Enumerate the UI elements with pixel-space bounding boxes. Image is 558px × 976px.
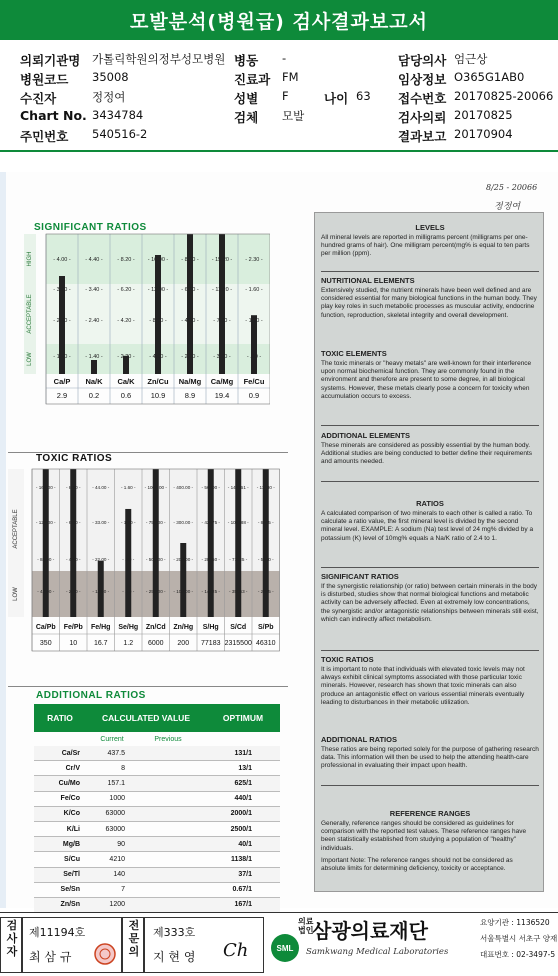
- tick-label: - .30 -: [246, 354, 262, 360]
- value-doctor: 엄근상: [454, 52, 488, 66]
- value-label: 10: [69, 640, 78, 647]
- ratio-optimum: 37/1: [238, 871, 252, 879]
- section-reference: [321, 809, 539, 873]
- ratio-name: Cu/Mo: [58, 779, 80, 787]
- category-label: S/Pb: [257, 624, 274, 631]
- info-row-1: [0, 51, 558, 68]
- tick-label: - 126.00 -: [35, 520, 56, 525]
- tick-label: - 5690 -: [257, 557, 274, 562]
- org-prefix-1: 의료: [298, 917, 314, 926]
- sml-logo-icon: [270, 933, 300, 963]
- specialist-name: 지 현 영: [153, 950, 196, 964]
- tick-label: - 6.60 -: [65, 520, 81, 525]
- tick-label: - .40 -: [122, 589, 135, 594]
- tick-label: - 1.60 -: [53, 354, 71, 360]
- panel-divider: [321, 650, 539, 651]
- value-label: 19.4: [214, 391, 230, 400]
- examiner-label-box: [0, 917, 22, 973]
- value-resident-no: 540516-2: [92, 127, 148, 141]
- zone-label: ACCEPTABLE: [27, 294, 33, 334]
- tick-label: - 106688 -: [227, 520, 249, 525]
- ratio-optimum: 440/1: [234, 795, 252, 803]
- value-hospital-code: 35008: [92, 70, 129, 84]
- category-label: S/Cd: [230, 624, 247, 631]
- category-label: Fe/Pb: [63, 624, 83, 631]
- ratio-optimum: 625/1: [234, 779, 252, 787]
- tick-label: - 22.00 -: [92, 557, 110, 562]
- org-name-en: Samkwang Medical Laboratories: [306, 947, 449, 957]
- section-nutritional: [321, 276, 539, 320]
- ratio-current: 437.5: [107, 749, 125, 757]
- scan-edge: [0, 172, 6, 908]
- value-department: FM: [282, 70, 299, 84]
- tick-label: - 4.00 -: [181, 318, 199, 324]
- significant-ratios-chart: [24, 232, 270, 432]
- category-label: Zn/Cd: [145, 624, 166, 631]
- category-label: Na/Mg: [178, 377, 202, 386]
- ratio-name: S/Cu: [64, 855, 80, 863]
- tick-label: - 15.20 -: [211, 257, 233, 263]
- info-row-3: [0, 89, 558, 106]
- info-row-2: [0, 70, 558, 87]
- panel-divider: [321, 785, 539, 786]
- tick-label: - 1000.00 -: [144, 485, 167, 490]
- ratio-row: [34, 868, 280, 883]
- value-sex: F: [282, 89, 289, 103]
- section-additional: [321, 431, 539, 467]
- tick-label: - 200.00 -: [173, 557, 194, 562]
- ratio-optimum: 2000/1: [230, 810, 252, 818]
- ratio-name: Ca/Sr: [61, 749, 80, 757]
- value-label: 200: [177, 640, 190, 647]
- tick-label: - 2.30 -: [245, 257, 263, 263]
- report-footer: [0, 912, 558, 976]
- ratio-name: Se/Sn: [60, 886, 80, 894]
- significant-ratios-title: SIGNIFICANT RATIOS: [34, 222, 147, 233]
- ratio-name: Mg/B: [62, 840, 80, 848]
- subheader-current: Current: [100, 735, 124, 743]
- patient-info: [0, 46, 558, 146]
- org-code: 요양기관 : 1136520: [480, 918, 550, 927]
- reference-text: Generally, reference ranges should be considered as guidelines for comparison with the reported test values. These reference ranges have been statistically established from studying a population of "healthy" individuals.: [321, 820, 527, 852]
- value-label: 6000: [147, 640, 164, 647]
- levels-heading: LEVELS: [415, 223, 445, 232]
- value-request-date: 20170825: [454, 108, 513, 122]
- additional-ratios-header: [34, 704, 280, 732]
- tick-label: - 500.00 -: [145, 557, 166, 562]
- tick-label: - 1.00 -: [245, 318, 263, 324]
- label-patient: 수진자: [20, 91, 57, 106]
- additional-ratios-heading: ADDITIONAL RATIOS: [321, 735, 397, 744]
- ratio-optimum: 167/1: [234, 901, 252, 909]
- tick-label: - 400.00 -: [173, 485, 194, 490]
- value-report-date: 20170904: [454, 127, 513, 141]
- bar-Zn/Hg: [180, 543, 186, 617]
- category-label: Ca/Mg: [210, 377, 234, 386]
- value-age: 63: [356, 89, 371, 103]
- tick-label: - 168.00 -: [35, 485, 56, 490]
- bar-Zn/Cd: [153, 469, 159, 617]
- section-additional-ratios: [321, 735, 539, 771]
- value-label: 2315500: [224, 640, 252, 647]
- bar-Na/Mg: [187, 234, 193, 374]
- tick-label: - 71125 -: [229, 557, 248, 562]
- category-label: S/Hg: [202, 624, 219, 631]
- additional-ratios-table: [34, 704, 280, 913]
- bar-Se/Hg: [125, 509, 131, 617]
- tick-label: - 300.00 -: [173, 520, 194, 525]
- handwritten-name: 정정여: [494, 202, 521, 212]
- value-label: 0.2: [88, 391, 100, 400]
- value-clinical-info: O365G1AB0: [454, 70, 525, 84]
- value-label: 10.9: [150, 391, 166, 400]
- tick-label: - 14225 -: [201, 589, 220, 594]
- examiner-license-no: 제11194호: [29, 926, 86, 939]
- category-label: Ca/P: [53, 377, 71, 386]
- value-label: 2.9: [56, 391, 68, 400]
- additional-ratios-title: ADDITIONAL RATIOS: [36, 690, 146, 701]
- nutritional-heading: NUTRITIONAL ELEMENTS: [321, 276, 415, 285]
- ratio-row: [34, 776, 280, 791]
- ratio-current: 1000: [109, 795, 125, 803]
- ratio-optimum: 131/1: [234, 749, 252, 757]
- label-specimen: 검체: [234, 110, 259, 125]
- tick-label: - 8535 -: [257, 520, 274, 525]
- label-age: 나이: [324, 91, 349, 106]
- tick-label: - 42.00 -: [37, 589, 55, 594]
- category-label: Na/K: [85, 377, 103, 386]
- value-label: 16.7: [93, 640, 108, 647]
- ratio-row: [34, 837, 280, 852]
- explanation-panel: [314, 212, 544, 892]
- specialist-label-box: [122, 917, 144, 973]
- seal-icon: [93, 942, 117, 966]
- label-report-date: 결과보고: [398, 129, 447, 144]
- tick-label: - 28450 -: [201, 557, 220, 562]
- ratio-name: Cr/V: [65, 764, 80, 772]
- additional-ratios-text: These ratios are being reported solely for the purpose of gathering research data. This information will then be used to help the attending health-care professional in evaluating their impact upon health.: [321, 746, 539, 770]
- ratios-text: A calculated comparison of two minerals to each other is called a ratio. To calculate a ratio value, the first mineral level is divided by the second mineral level. EXAMPLE: A sodium (Na) test level of 24 mg% divided by a potassium (K) level of 10mg% equals a Na/K ratio of 2.4 to 1.: [321, 510, 534, 542]
- category-label: Fe/Hg: [91, 624, 111, 631]
- ratio-current: 140: [113, 871, 125, 879]
- org-prefix-2: 법인: [298, 926, 314, 935]
- toxic-ratios-title: TOXIC RATIOS: [36, 453, 113, 464]
- nutritional-text: Extensively studied, the nutrient minerals have been well defined and are considered essential for many biological functions in the human body. They play key roles in such metabolic processes as muscular activity, endocrine function, reproduction, skeletal integrity and overall development.: [321, 287, 537, 319]
- value-label: 1.2: [123, 640, 134, 647]
- zone-label: HIGH: [27, 251, 33, 267]
- value-label: 8.9: [184, 391, 196, 400]
- ratio-current: 157.1: [107, 779, 125, 787]
- label-clinical-info: 임상정보: [398, 72, 447, 87]
- category-label: Ca/K: [117, 377, 135, 386]
- reference-note: Important Note: The reference ranges should not be considered as absolute limits for determining deficiency, toxicity or acceptance.: [321, 856, 513, 873]
- tick-label: - 4.20 -: [117, 318, 135, 324]
- tick-label: - 4.40 -: [85, 257, 103, 263]
- value-patient: 정정여: [92, 90, 126, 104]
- label-chart-no: Chart No.: [20, 108, 87, 123]
- tick-label: - 2.60 -: [53, 318, 71, 324]
- ratio-current: 63000: [105, 825, 125, 833]
- header-calculated-value: CALCULATED VALUE: [102, 713, 190, 723]
- subheader-previous: Previous: [154, 735, 182, 743]
- tick-label: - 3.00 -: [213, 354, 231, 360]
- section-toxic: [321, 349, 539, 401]
- additional-heading: ADDITIONAL ELEMENTS: [321, 431, 411, 440]
- ratio-optimum: 0.67/1: [232, 886, 252, 894]
- value-label: 0.9: [248, 391, 260, 400]
- significant-text: If the synergistic relationship (or ratio) between certain minerals in the body is disturbed, studies show that normal biological functions and metabolic activity can be adversely affected. Even at extremely low concentrations, the synergistic and/or antagonistic relationships between minerals still exist, which can indirectly affect metabolism.: [321, 583, 539, 623]
- handwritten-date: 8/25 - 20066: [486, 183, 538, 192]
- value-specimen: 모발: [282, 109, 305, 123]
- tick-label: - 1.40 -: [85, 354, 103, 360]
- value-label: 77183: [201, 640, 221, 647]
- additional-ratios-rows: [34, 746, 280, 913]
- label-sex: 성별: [234, 91, 259, 106]
- sml-logo-text: SML: [276, 944, 294, 953]
- panel-divider: [321, 481, 539, 482]
- ratio-optimum: 2500/1: [230, 825, 252, 833]
- zone-label: ACCEPTABLE: [13, 509, 19, 549]
- tick-label: - 3.00 -: [53, 287, 71, 293]
- tick-label: - 44.00 -: [92, 485, 110, 490]
- toxic-text: The toxic minerals or "heavy metals" are well-known for their interference upon normal biochemical function. They are commonly found in the environment and therefore are present to some degree, in all biological systems. However, these metals clearly pose a concern for toxicity when accumulation occurs to excess.: [321, 360, 532, 400]
- value-label: 350: [39, 640, 52, 647]
- label-ward: 병동: [234, 53, 259, 68]
- tick-label: - 2845 -: [257, 589, 274, 594]
- section-toxic-ratios: [321, 655, 539, 707]
- label-requesting-org: 의뢰기관명: [20, 53, 81, 68]
- tick-label: - 4.00 -: [53, 257, 71, 263]
- toxic-ratios-text: It is important to note that individuals with elevated toxic levels may not always exhibit clinical symptoms associated with those particular toxic minerals. However, research has shown that toxic minerals can also produce an antagonistic effect on various essential minerals eventually leading to disturbances in their metabolic utilization.: [321, 666, 525, 706]
- toxic-ratios-heading: TOXIC RATIOS: [321, 655, 374, 664]
- zone-label: LOW: [13, 587, 19, 601]
- specialist-label: 전문의: [128, 919, 140, 958]
- ratio-current: 7: [121, 886, 125, 894]
- tick-label: - 42675 -: [201, 520, 220, 525]
- tick-label: - .80 -: [122, 557, 135, 562]
- bar-S/Pb: [263, 469, 269, 617]
- ratio-current: 4210: [109, 855, 125, 863]
- ratio-current: 1200: [109, 901, 125, 909]
- info-row-5: [0, 127, 558, 144]
- label-department: 진료과: [234, 72, 271, 87]
- category-label: Ca/Pb: [35, 624, 56, 631]
- value-requesting-org: 가톨릭학원의정부성모병원: [92, 52, 226, 66]
- label-resident-no: 주민번호: [20, 129, 69, 144]
- bar-Fe/Pb: [70, 469, 76, 617]
- ratio-current: 8: [121, 764, 125, 772]
- specialist-box: [144, 917, 264, 973]
- tick-label: - 2.20 -: [117, 354, 135, 360]
- toxic-ratios-chart: [8, 463, 280, 663]
- info-row-4: [0, 108, 558, 125]
- label-hospital-code: 병원코드: [20, 72, 69, 87]
- org-address: 서울특별시 서초구 양재: [480, 934, 558, 943]
- panel-divider: [321, 425, 539, 426]
- tick-label: - 2.40 -: [85, 318, 103, 324]
- section-significant: [321, 572, 539, 624]
- tick-label: - 142251 -: [227, 485, 249, 490]
- tick-label: - 4.40 -: [65, 557, 81, 562]
- zone-label: LOW: [27, 352, 33, 366]
- tick-label: - 8.20 -: [117, 257, 135, 263]
- tick-label: - 1.60 -: [120, 485, 136, 490]
- tick-label: - 11380 -: [256, 485, 275, 490]
- tick-label: - 7.00 -: [213, 318, 231, 324]
- tick-label: - 11.20 -: [211, 287, 233, 293]
- ratio-row: [34, 822, 280, 837]
- panel-divider: [321, 567, 539, 568]
- levels-text: All mineral levels are reported in milligrams percent (milligrams per one-hundred grams of hair). One milligram percent(mg% is equal to ten parts per million (ppm).: [321, 234, 530, 258]
- report-title: 모발분석(병원급) 검사결과보고서: [0, 0, 558, 40]
- ratio-optimum: 13/1: [238, 764, 252, 772]
- additional-ratios-subheader: [34, 732, 280, 746]
- ratio-current: 63000: [105, 810, 125, 818]
- value-label: 46310: [256, 640, 276, 647]
- tick-label: - 56900 -: [201, 485, 220, 490]
- tick-label: - 1.60 -: [245, 287, 263, 293]
- tick-label: - 1.20 -: [120, 520, 136, 525]
- panel-divider: [321, 271, 539, 272]
- tick-label: - 16.00 -: [147, 257, 169, 263]
- bar-S/Hg: [208, 469, 214, 617]
- bar-Ca/Mg: [219, 234, 225, 374]
- specialist-signature: Ch: [223, 940, 249, 961]
- section-ratios: [321, 499, 539, 543]
- tick-label: - 250.00 -: [145, 589, 166, 594]
- ratio-row: [34, 746, 280, 761]
- tick-label: - 33.00 -: [92, 520, 110, 525]
- header-divider: [0, 150, 558, 152]
- label-doctor: 담당의사: [398, 53, 447, 68]
- examiner-box: [22, 917, 122, 973]
- ratio-row: [34, 792, 280, 807]
- ratio-row: [34, 852, 280, 867]
- tick-label: - 8.80 -: [65, 485, 81, 490]
- category-label: Zn/Hg: [173, 624, 194, 631]
- significant-heading: SIGNIFICANT RATIOS: [321, 572, 399, 581]
- tick-label: - 11.00 -: [92, 589, 110, 594]
- tick-label: - 4.00 -: [149, 354, 167, 360]
- org-contact: [480, 915, 557, 963]
- category-label: Fe/Cu: [243, 377, 265, 386]
- additional-divider: [8, 686, 288, 687]
- reference-heading: REFERENCE RANGES: [389, 809, 471, 818]
- value-label: 0.6: [120, 391, 132, 400]
- ratio-row: [34, 807, 280, 822]
- tick-label: - 6.20 -: [117, 287, 135, 293]
- tick-label: - 2.00 -: [181, 354, 199, 360]
- bar-S/Cd: [235, 469, 241, 617]
- examiner-name: 최 삼 규: [29, 950, 72, 964]
- tick-label: - 6.00 -: [181, 287, 199, 293]
- category-label: Se/Hg: [118, 624, 139, 631]
- label-receipt-no: 접수번호: [398, 91, 447, 106]
- value-receipt-no: 20170825-20066: [454, 89, 554, 103]
- tick-label: - 100.00 -: [173, 589, 194, 594]
- ratio-name: K/Li: [66, 825, 80, 833]
- ratio-name: K/Co: [63, 810, 80, 818]
- ratios-heading: RATIOS: [416, 499, 444, 508]
- ratio-name: Zn/Sn: [60, 901, 80, 909]
- value-chart-no: 3434784: [92, 108, 144, 122]
- ratio-current: 90: [117, 840, 125, 848]
- tick-label: - 8.00 -: [181, 257, 199, 263]
- ratio-row: [34, 883, 280, 898]
- section-levels: [321, 223, 539, 259]
- bar-Ca/Pb: [43, 469, 49, 617]
- value-ward: -: [282, 51, 287, 65]
- bar-Na/K: [91, 360, 97, 374]
- toxic-heading: TOXIC ELEMENTS: [321, 349, 387, 358]
- tick-label: - 2.20 -: [65, 589, 81, 594]
- ratio-name: Se/Tl: [63, 871, 80, 879]
- org-name: 삼광의료재단: [312, 919, 428, 943]
- ratio-optimum: 1138/1: [230, 855, 252, 863]
- tick-label: - 84.00 -: [37, 557, 55, 562]
- additional-text: These minerals are considered as possibly essential by the human body. Additional studies are being conducted to better define their requirements and amounts needed.: [321, 442, 533, 466]
- ratio-row: [34, 898, 280, 913]
- header-optimum: OPTIMUM: [222, 713, 264, 723]
- category-label: Zn/Cu: [147, 377, 169, 386]
- tick-label: - 8.00 -: [149, 318, 167, 324]
- tick-label: - 3.40 -: [85, 287, 103, 293]
- tick-label: - 750.00 -: [145, 520, 166, 525]
- ratio-name: Fe/Co: [60, 795, 80, 803]
- ratio-optimum: 40/1: [238, 840, 252, 848]
- header-ratio: RATIO: [47, 713, 73, 723]
- tick-label: - 35563 -: [229, 589, 248, 594]
- label-request-date: 검사의뢰: [398, 110, 447, 125]
- org-phone: 대표번호 : 02-3497-5: [480, 950, 556, 959]
- ratio-row: [34, 761, 280, 776]
- examiner-label: 검사자: [6, 919, 18, 958]
- specialist-license-no: 제333호: [153, 926, 196, 939]
- bar-Fe/Cu: [251, 315, 257, 374]
- tick-label: - 12.00 -: [147, 287, 169, 293]
